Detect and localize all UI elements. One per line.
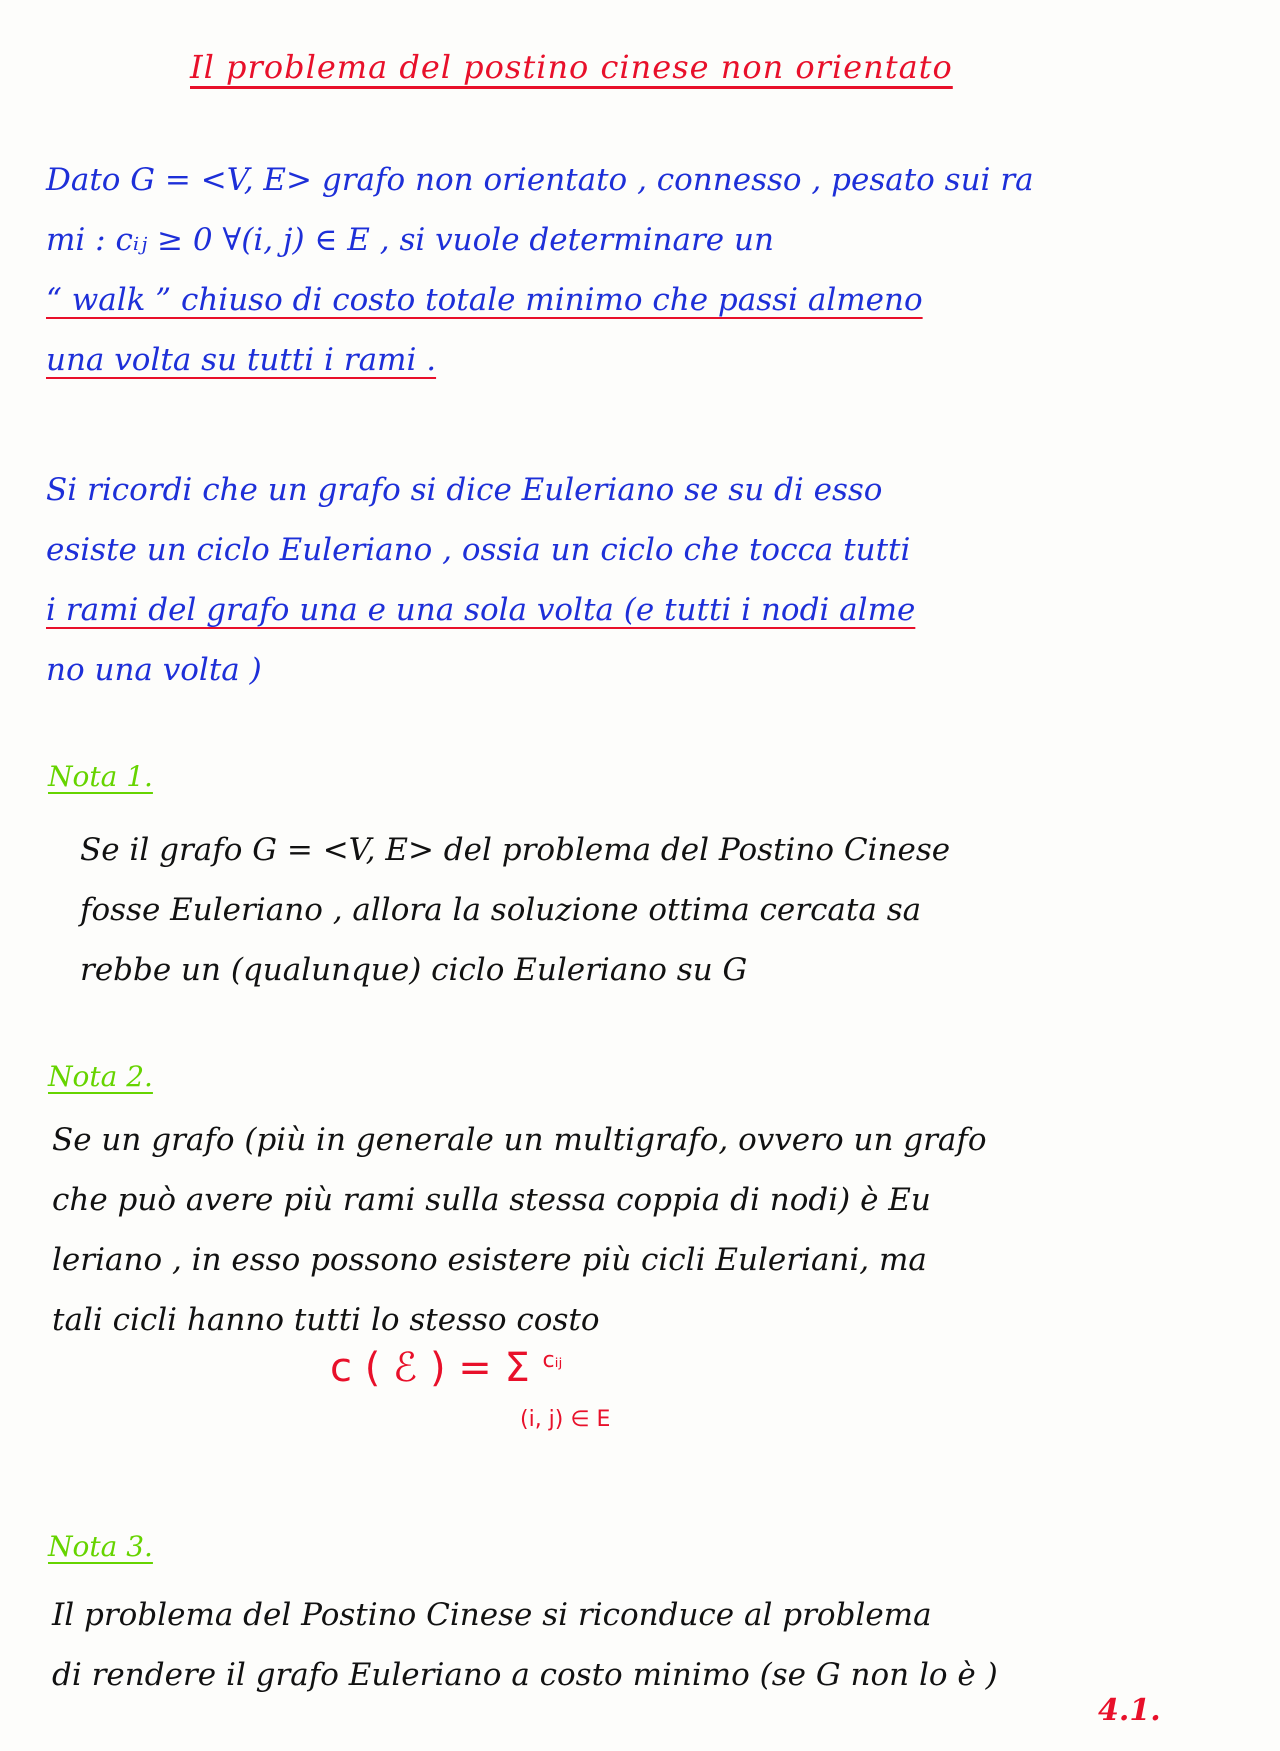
nota-2-line: leriano , in esso possono esistere più cicli Euleriani, ma <box>52 1242 927 1278</box>
nota-1-line: Se il grafo G = <V, E> del problema del Postino Cinese <box>80 832 951 868</box>
nota-2-line: tali cicli hanno tutti lo stesso costo <box>52 1302 600 1338</box>
intro-line: “ walk ” chiuso di costo totale minimo che passi almeno <box>46 282 923 318</box>
nota-3-line: di rendere il grafo Euleriano a costo minimo (se G non lo è ) <box>52 1657 998 1693</box>
intro-line: Dato G = <V, E> grafo non orientato , connesso , pesato sui ra <box>46 162 1034 198</box>
nota-1-line: fosse Euleriano , allora la soluzione ottima cercata sa <box>80 892 922 928</box>
nota-2-paragraph <box>52 1110 1232 1350</box>
nota-3-line: Il problema del Postino Cinese si riconduce al problema <box>52 1597 932 1633</box>
definition-line: esiste un ciclo Euleriano , ossia un ciclo che tocca tutti <box>46 532 911 568</box>
nota-1-paragraph <box>80 820 1230 1000</box>
definition-line: i rami del grafo una e una sola volta (e tutti i nodi alme <box>46 592 916 628</box>
page-number: 4.1. <box>1098 1693 1161 1728</box>
nota-2-line: Se un grafo (più in generale un multigrafo, ovvero un grafo <box>52 1122 987 1158</box>
nota-2-line: che può avere più rami sulla stessa coppia di nodi) è Eu <box>52 1182 931 1218</box>
formula-main: c ( ℰ ) = Σ <box>330 1345 530 1391</box>
nota-1-label: Nota 1. <box>48 760 153 793</box>
euler-cost-formula <box>330 1345 611 1432</box>
nota-1-line: rebbe un (qualunque) ciclo Euleriano su G <box>80 952 748 988</box>
definition-line: Si ricordi che un grafo si dice Euleriano se su di esso <box>46 472 883 508</box>
intro-line: mi : cᵢⱼ ≥ 0 ∀(i, j) ∈ E , si vuole determinare un <box>46 222 774 258</box>
formula-summand: cᵢⱼ <box>542 1348 563 1373</box>
nota-3-paragraph <box>52 1585 1232 1705</box>
nota-3-label: Nota 3. <box>48 1530 153 1563</box>
intro-paragraph <box>46 150 1226 390</box>
definition-line: no una volta ) <box>46 652 262 688</box>
formula-subscript: (i, j) ∈ E <box>520 1407 611 1432</box>
intro-line: una volta su tutti i rami . <box>46 342 437 378</box>
nota-2-label: Nota 2. <box>48 1060 153 1093</box>
euler-definition-paragraph <box>46 460 1226 700</box>
page-title: Il problema del postino cinese non orientato <box>190 48 953 86</box>
